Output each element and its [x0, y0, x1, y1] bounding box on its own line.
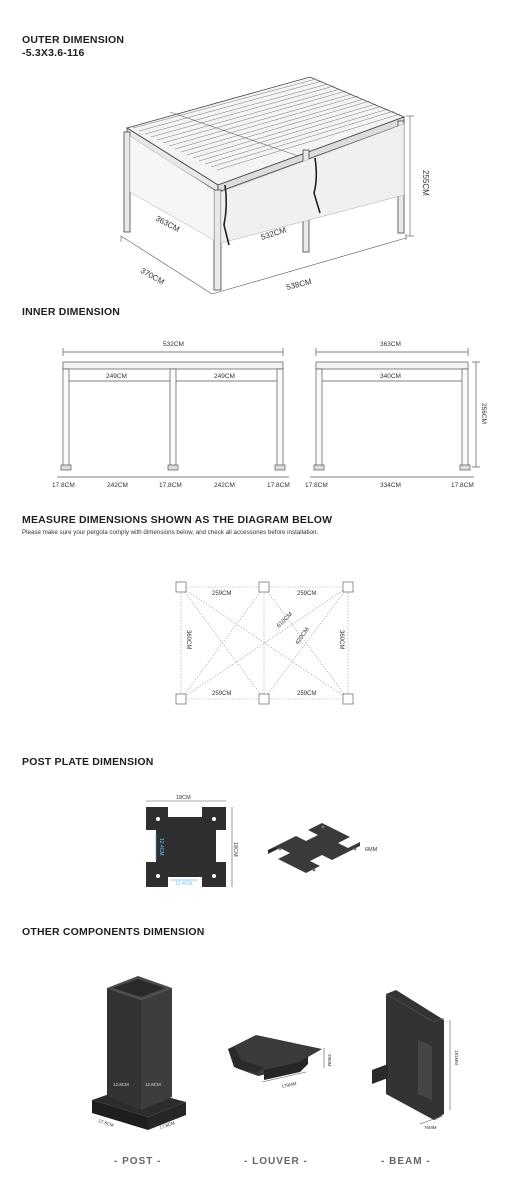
outer-inner-depth-label: 363CM [154, 213, 182, 234]
measure-diag-b: 420CM [294, 626, 311, 647]
beam-height-label: 181MM [454, 1050, 459, 1066]
outer-width-label: 538CM [285, 276, 313, 292]
beam-width-label: 76MM [424, 1125, 437, 1130]
outer-inner-width-label: 532CM [259, 225, 288, 242]
side-post1: 17.8CM [305, 482, 328, 489]
post-top-b: 12.8CM [145, 1082, 161, 1087]
side-post2: 17.8CM [451, 482, 474, 489]
plate-inner-h: 12.4CM [158, 838, 164, 856]
measure-bottom-left: 259CM [212, 691, 232, 697]
plate-thickness-label: 6MM [365, 847, 378, 853]
front-post1: 17.8CM [52, 482, 75, 489]
front-gap2: 242CM [214, 482, 235, 489]
plate-height-label: 18CM [232, 842, 238, 857]
front-post3: 17.8CM [267, 482, 290, 489]
plate-inner-w: 12.4CM [175, 881, 193, 887]
post-component [92, 976, 186, 1130]
louver-width-label: 179MM [281, 1080, 297, 1089]
inner-front-view [57, 348, 289, 477]
measure-top-right: 259CM [297, 591, 317, 597]
measure-title: MEASURE DIMENSIONS SHOWN AS THE DIAGRAM BELOW [22, 514, 333, 526]
components-title: OTHER COMPONENTS DIMENSION [22, 926, 205, 938]
inner-side-view [310, 348, 480, 477]
measure-top-left: 259CM [212, 591, 232, 597]
post-markers [176, 582, 353, 704]
model-code: -5.3X3.6-116 [22, 47, 85, 59]
side-span-label: 340CM [380, 373, 401, 380]
measure-right: 360CM [338, 630, 344, 650]
front-post2: 17.8CM [159, 482, 182, 489]
outer-dimension-title: OUTER DIMENSION [22, 34, 125, 46]
front-span-right: 249CM [214, 373, 235, 380]
beam-component [372, 990, 450, 1124]
post-plate-title: POST PLATE DIMENSION [22, 756, 154, 768]
post-plate-3d [268, 823, 360, 873]
measure-bottom-right: 259CM [297, 691, 317, 697]
outer-depth-label: 370CM [139, 265, 166, 287]
louver-height-label: 29MM [327, 1054, 332, 1067]
front-total-label: 532CM [163, 341, 184, 348]
post-base-a: 17.8CM [97, 1118, 115, 1128]
post-base-b: 17.8CM [158, 1120, 176, 1130]
measure-note: Please make sure your pergola comply with dimensions below, and check all accessories before installation. [22, 529, 319, 536]
measure-left: 360CM [185, 630, 191, 650]
front-span-left: 249CM [106, 373, 127, 380]
beam-caption: - BEAM - [381, 1156, 431, 1167]
plate-width-label: 18CM [176, 795, 191, 801]
inner-dimension-title: INNER DIMENSION [22, 306, 121, 318]
louver-component [228, 1035, 324, 1082]
side-gap: 334CM [380, 482, 401, 489]
pergola-3d-drawing [121, 77, 414, 294]
measure-layout-diagram [181, 587, 348, 699]
louver-caption: - LOUVER - [244, 1156, 308, 1167]
measure-diag-a: 610CM [276, 611, 295, 630]
post-caption: - POST - [114, 1156, 162, 1167]
side-total-label: 363CM [380, 341, 401, 348]
post-top-a: 12.8CM [113, 1082, 129, 1087]
front-gap1: 242CM [107, 482, 128, 489]
side-height-label: 256CM [480, 403, 487, 424]
outer-height-label: 255CM [421, 170, 430, 196]
